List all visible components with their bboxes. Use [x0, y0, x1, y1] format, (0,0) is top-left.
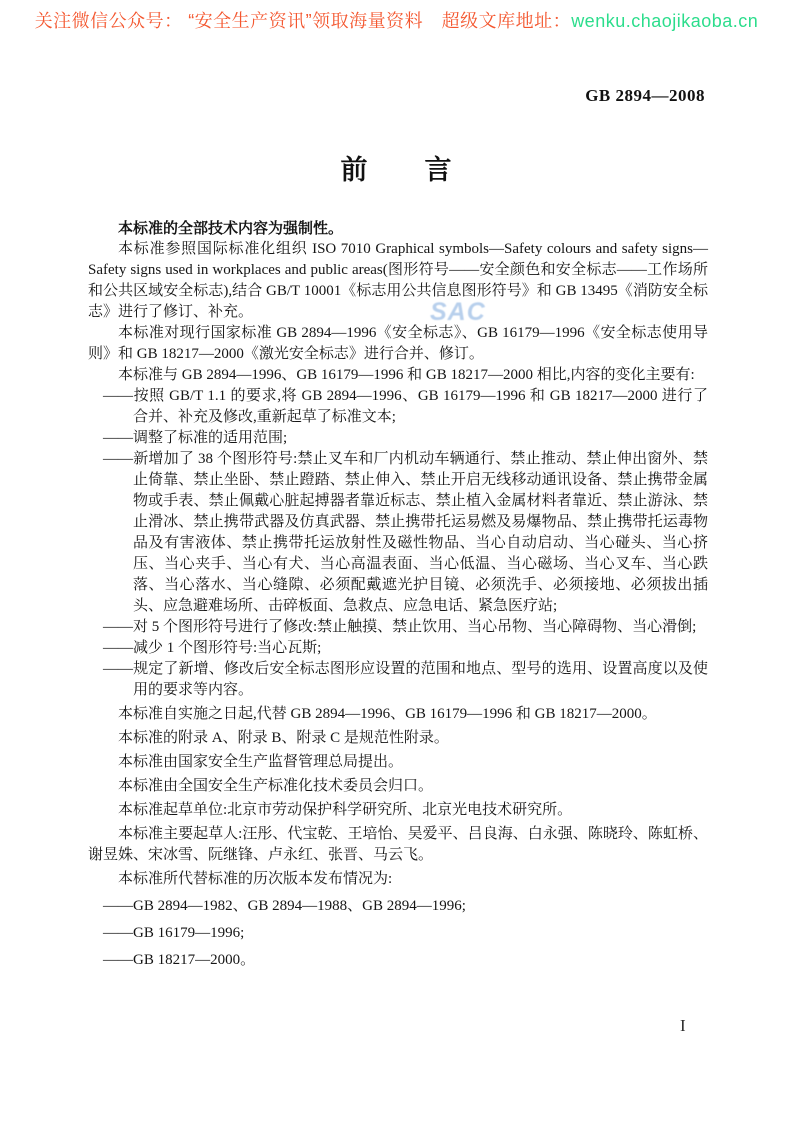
promo-header: [0, 7, 793, 33]
standard-code: GB 2894—2008: [585, 86, 705, 105]
paragraph: 本标准起草单位:北京市劳动保护科学研究所、北京光电技术研究所。: [118, 802, 573, 818]
foreword-body: [88, 218, 708, 971]
dash-list-item: ——GB 16179—1996;: [103, 925, 245, 941]
page-title: 前 言: [340, 155, 453, 185]
paragraph: 本标准由国家安全生产监督管理总局提出。: [118, 754, 404, 770]
promo-header-text: 关注微信公众号： “安全生产资讯”领取海量资料 超级文库地址：: [34, 11, 572, 31]
dash-list-item: ——规定了新增、修改后安全标志图形应设置的范围和地点、型号的选用、设置高度以及使用的要求等内容。: [103, 661, 708, 698]
dash-list-item: ——减少 1 个图形符号:当心瓦斯;: [103, 640, 322, 656]
paragraph: 本标准对现行国家标准 GB 2894—1996《安全标志》、GB 16179—1996《安全标志使用导则》和 GB 18217—2000《激光安全标志》进行合并、修订。: [88, 325, 708, 362]
dash-list-item: ——对 5 个图形符号进行了修改:禁止触摸、禁止饮用、当心吊物、当心障碍物、当心滑倒;: [103, 619, 697, 635]
paragraph: 本标准与 GB 2894—1996、GB 16179—1996 和 GB 18217—2000 相比,内容的变化主要有:: [118, 367, 695, 383]
paragraph: 本标准参照国际标准化组织 ISO 7010 Graphical symbols—Safety colours and safety signs—Safety signs used in workplaces and public areas(图形符号——安全颜色和安全标志——工作场所和公共区域安全标志),结合 GB/T 10001《标志用公共信息图形符号》和 GB 13495《消防安全标志》进行了修订、补充。: [88, 241, 708, 320]
sac-watermark: SAC: [430, 298, 486, 326]
paragraph: 本标准自实施之日起,代替 GB 2894—1996、GB 16179—1996 和 GB 18217—2000。: [118, 706, 657, 722]
page-number: I: [680, 1016, 686, 1035]
dash-list-item: ——调整了标准的适用范围;: [103, 430, 288, 446]
paragraph: 本标准所代替标准的历次版本发布情况为:: [118, 871, 393, 887]
paragraph: 本标准的附录 A、附录 B、附录 C 是规范性附录。: [118, 730, 449, 746]
dash-list-item: ——GB 2894—1982、GB 2894—1988、GB 2894—1996;: [103, 898, 466, 914]
dash-list-item: ——按照 GB/T 1.1 的要求,将 GB 2894—1996、GB 16179—1996 和 GB 18217—2000 进行了合并、补充及修改,重新起草了标准文本;: [103, 388, 708, 425]
paragraph: 本标准的全部技术内容为强制性。: [118, 220, 344, 237]
promo-header-url: wenku.chaojikaoba.cn: [571, 11, 759, 31]
paragraph: 本标准由全国安全生产标准化技术委员会归口。: [118, 778, 434, 794]
paragraph: 本标准主要起草人:汪彤、代宝乾、王培怡、吴爱平、吕良海、白永强、陈晓玲、陈虹桥、谢昱姝、宋冰雪、阮继锋、卢永红、张晋、马云飞。: [88, 826, 708, 863]
dash-list-item: ——GB 18217—2000。: [103, 952, 256, 968]
dash-list-item: ——新增加了 38 个图形符号:禁止叉车和厂内机动车辆通行、禁止推动、禁止伸出窗外、禁止倚靠、禁止坐卧、禁止蹬踏、禁止伸入、禁止开启无线移动通讯设备、禁止携带金属物或手表、禁止佩戴心脏起搏器者靠近标志、禁止植入金属材料者靠近、禁止游泳、禁止滑冰、禁止携带武器及仿真武器、禁止携带托运易燃及易爆物品、禁止携带托运毒物品及有害液体、禁止携带托运放射性及磁性物品、当心自动启动、当心碰头、当心挤压、当心夹手、当心有犬、当心高温表面、当心低温、当心磁场、当心叉车、当心跌落、当心落水、当心缝隙、必须配戴遮光护目镜、必须洗手、必须接地、必须拔出插头、应急避难场所、击碎板面、急救点、应急电话、紧急医疗站;: [103, 451, 708, 614]
